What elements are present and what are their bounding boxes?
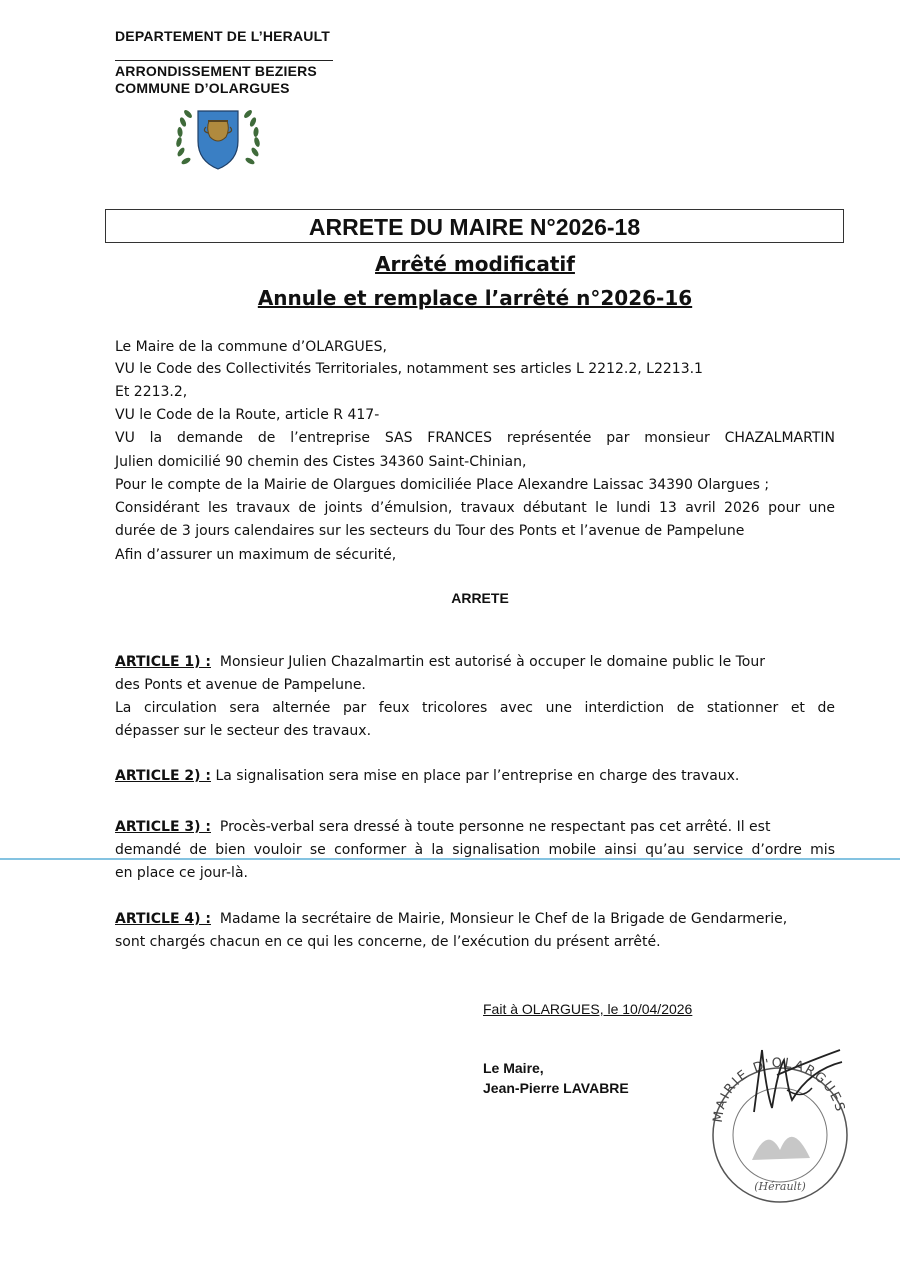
commune-crest-icon	[172, 103, 264, 173]
decree-title: ARRETE DU MAIRE N°2026-18	[105, 209, 844, 243]
article-3-line: demandé de bien vouloir se conformer à la signalisation mobile ainsi qu’au service d’ordre mis	[115, 842, 835, 858]
article-1-text: Monsieur Julien Chazalmartin est autorisé à occuper le domaine public le Tour	[219, 654, 766, 670]
preamble-line: Julien domicilié 90 chemin des Cistes 34360 Saint-Chinian,	[115, 454, 527, 470]
article-3-first-line	[115, 817, 770, 837]
signatory-role: Le Maire,	[483, 1060, 544, 1076]
preamble-line: Considérant les travaux de joints d’émulsion, travaux débutant le lundi 13 avril 2026 pour une	[115, 500, 835, 516]
article-2-first-line	[115, 766, 739, 786]
article-2-text: La signalisation sera mise en place par l’entreprise en charge des travaux.	[215, 768, 740, 784]
article-4-label: ARTICLE 4) :	[115, 911, 211, 927]
article-1-first-line	[115, 652, 765, 672]
preamble-line: Pour le compte de la Mairie de Olargues domiciliée Place Alexandre Laissac 34390 Olargues ;	[115, 477, 770, 493]
header-divider	[115, 60, 333, 61]
decree-subtitle-annule: Annule et remplace l’arrêté n°2026-16	[257, 286, 693, 310]
preamble-line: VU la demande de l’entreprise SAS FRANCES représentée par monsieur CHAZALMARTIN	[115, 430, 835, 446]
mairie-stamp-icon	[692, 1030, 872, 1205]
svg-text:MAIRIE D'OLARGUES: MAIRIE D'OLARGUES	[710, 1055, 848, 1124]
article-1-line: La circulation sera alternée par feux tricolores avec une interdiction de stationner et de	[115, 700, 835, 716]
preamble-line: Et 2213.2,	[115, 384, 188, 400]
preamble-line: VU le Code des Collectivités Territoriales, notamment ses articles L 2212.2, L2213.1	[115, 361, 703, 377]
article-4-line: sont chargés chacun en ce qui les concerne, de l’exécution du présent arrêté.	[115, 934, 661, 950]
arrondissement-label: ARRONDISSEMENT BEZIERS	[115, 63, 317, 79]
preamble-line: Le Maire de la commune d’OLARGUES,	[115, 339, 387, 355]
article-3-text: Procès-verbal sera dressé à toute personne ne respectant pas cet arrêté. Il est	[219, 819, 771, 835]
scan-artifact-line	[0, 858, 900, 860]
arrete-heading: ARRETE	[451, 590, 509, 606]
signatory-name: Jean-Pierre LAVABRE	[483, 1080, 629, 1096]
svg-text:(Hérault): (Hérault)	[754, 1180, 806, 1193]
article-3-line: en place ce jour-là.	[115, 865, 248, 881]
article-3-label: ARTICLE 3) :	[115, 819, 211, 835]
article-1-label: ARTICLE 1) :	[115, 654, 211, 670]
preamble-line: durée de 3 jours calendaires sur les secteurs du Tour des Ponts et l’avenue de Pampelune	[115, 523, 745, 539]
article-2-label: ARTICLE 2) :	[115, 768, 211, 784]
commune-label: COMMUNE D’OLARGUES	[115, 80, 290, 96]
preamble-line: Afin d’assurer un maximum de sécurité,	[115, 547, 397, 563]
article-1-line: des Ponts et avenue de Pampelune.	[115, 677, 366, 693]
article-4-first-line	[115, 909, 787, 929]
decree-subtitle-modificatif: Arrêté modificatif	[375, 252, 575, 276]
department-label: DEPARTEMENT DE L’HERAULT	[115, 28, 331, 44]
article-1-line: dépasser sur le secteur des travaux.	[115, 723, 372, 739]
preamble-line: VU le Code de la Route, article R 417-	[115, 407, 380, 423]
article-4-text: Madame la secrétaire de Mairie, Monsieur le Chef de la Brigade de Gendarmerie,	[219, 911, 788, 927]
date-place: Fait à OLARGUES, le 10/04/2026	[483, 1001, 693, 1017]
